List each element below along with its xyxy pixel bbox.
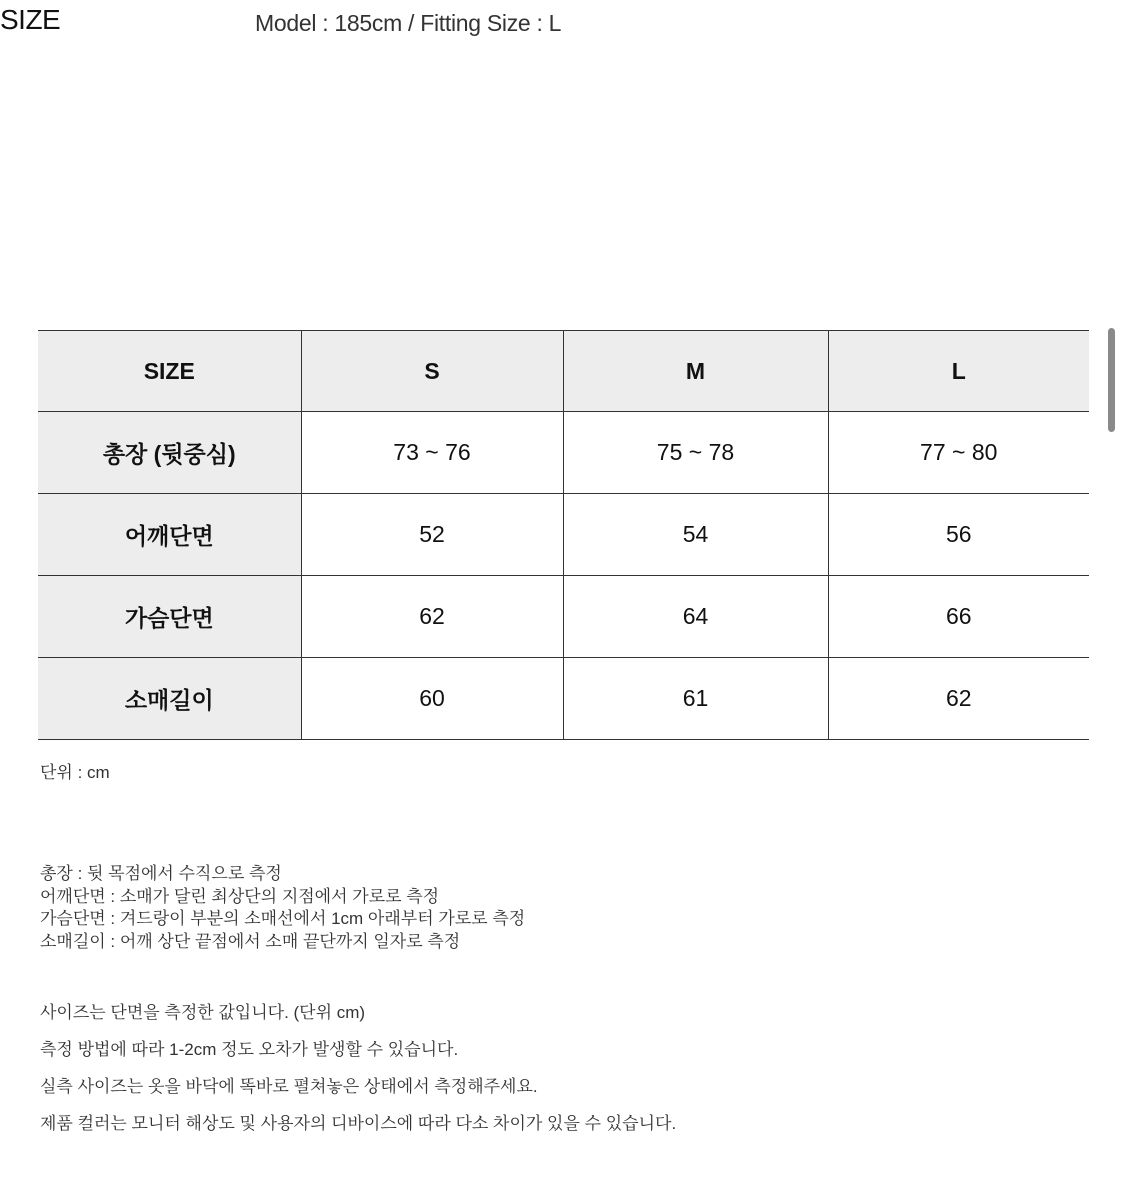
table-cell: 77 ~ 80 [828, 412, 1089, 494]
table-cell: 60 [301, 658, 563, 740]
row-label: 어깨단면 [38, 494, 301, 576]
measurement-note: 총장 : 뒷 목점에서 수직으로 측정 [40, 864, 282, 883]
size-table [38, 330, 1089, 740]
column-header-m: M [563, 331, 828, 412]
table-row [38, 494, 1089, 576]
row-label: 가슴단면 [38, 576, 301, 658]
model-info: Model : 185cm / Fitting Size : L [255, 10, 562, 36]
disclaimer-item: 측정 방법에 따라 1-2cm 정도 오차가 발생할 수 있습니다. [40, 1040, 459, 1059]
scrollbar-thumb[interactable] [1108, 328, 1115, 432]
column-header-size: SIZE [38, 331, 301, 412]
measurement-note: 어깨단면 : 소매가 달린 최상단의 지점에서 가로로 측정 [40, 886, 440, 906]
disclaimer-item: 사이즈는 단면을 측정한 값입니다. (단위 cm) [40, 1003, 366, 1022]
disclaimer-item: 제품 컬러는 모니터 해상도 및 사용자의 디바이스에 따라 다소 차이가 있을 수 있습니다. [40, 1114, 677, 1133]
table-cell: 75 ~ 78 [563, 412, 828, 494]
row-label: 소매길이 [38, 658, 301, 740]
unit-note: 단위 : cm [40, 763, 110, 782]
table-row [38, 412, 1089, 494]
size-table-header-row [38, 331, 1089, 412]
column-header-s: S [301, 331, 563, 412]
table-cell: 62 [301, 576, 563, 658]
measurement-note: 가슴단면 : 겨드랑이 부분의 소매선에서 1cm 아래부터 가로로 측정 [40, 909, 526, 928]
table-cell: 56 [828, 494, 1089, 576]
disclaimer-list [40, 994, 676, 1142]
table-cell: 64 [563, 576, 828, 658]
page-heading: SIZE [0, 4, 61, 35]
table-cell: 73 ~ 76 [301, 412, 563, 494]
table-row [38, 576, 1089, 658]
measurement-notes [40, 863, 525, 953]
measurement-note: 소매길이 : 어깨 상단 끝점에서 소매 끝단까지 일자로 측정 [40, 931, 461, 951]
column-header-l: L [828, 331, 1089, 412]
disclaimer-item: 실측 사이즈는 옷을 바닥에 똑바로 펼쳐놓은 상태에서 측정해주세요. [40, 1077, 538, 1096]
row-label: 총장 (뒷중심) [38, 412, 301, 494]
table-cell: 61 [563, 658, 828, 740]
table-row [38, 658, 1089, 740]
table-cell: 62 [828, 658, 1089, 740]
table-cell: 52 [301, 494, 563, 576]
table-cell: 54 [563, 494, 828, 576]
table-cell: 66 [828, 576, 1089, 658]
